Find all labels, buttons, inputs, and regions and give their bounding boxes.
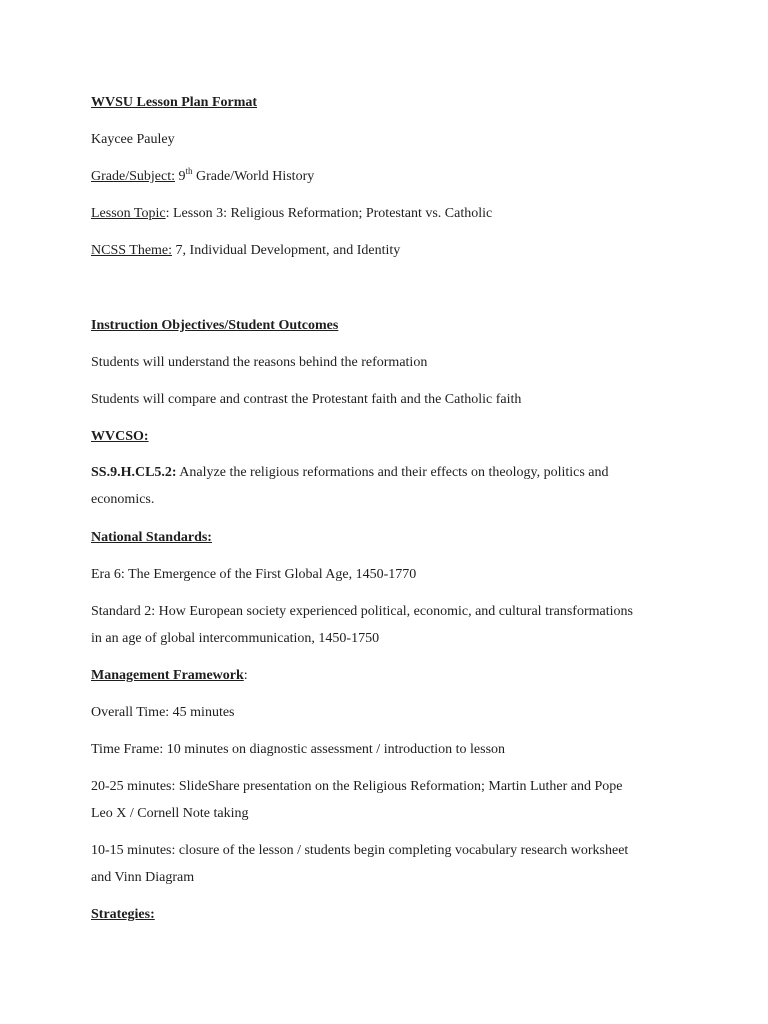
- management-colon: :: [243, 668, 248, 683]
- national-standards-heading: National Standards:: [91, 530, 212, 545]
- lesson-topic-label: Lesson Topic: [91, 206, 166, 221]
- wvcso-text-2: economics.: [91, 492, 155, 507]
- overall-time: Overall Time: 45 minutes: [91, 705, 235, 720]
- grade-subject-line: [91, 168, 708, 186]
- wvcso-standard-line1: [91, 464, 708, 482]
- objective-item: Students will compare and contrast the Protestant faith and the Catholic faith: [91, 392, 522, 407]
- time-slot-3-line2: and Vinn Diagram: [91, 870, 195, 885]
- time-frame: Time Frame: 10 minutes on diagnostic assessment / introduction to lesson: [91, 742, 506, 757]
- document-title: WVSU Lesson Plan Format: [91, 95, 258, 110]
- wvcso-code: SS.9.H.CL5.2:: [91, 465, 177, 480]
- time-slot-3-line1: 10-15 minutes: closure of the lesson / students begin completing vocabulary research worksheet: [91, 843, 629, 858]
- grade-subject-value: Grade/World History: [192, 169, 315, 184]
- time-slot-2-line1: 20-25 minutes: SlideShare presentation on the Religious Reformation; Martin Luther and Pope: [91, 779, 623, 794]
- ncss-theme-value: 7, Individual Development, and Identity: [172, 243, 401, 258]
- management-heading: Management Framework: [91, 668, 244, 683]
- objective-item: Students will understand the reasons behind the reformation: [91, 355, 428, 370]
- time-slot-2-line2: Leo X / Cornell Note taking: [91, 806, 249, 821]
- grade-number: 9: [178, 169, 186, 184]
- ncss-theme-line: [91, 242, 708, 260]
- lesson-topic-line: [91, 205, 708, 223]
- national-standard-line1: Standard 2: How European society experienced political, economic, and cultural transformations: [91, 604, 633, 619]
- lesson-topic-value: : Lesson 3: Religious Reformation; Protestant vs. Catholic: [165, 206, 493, 221]
- management-heading-line: [91, 667, 708, 685]
- grade-suffix: th: [185, 166, 193, 176]
- strategies-heading: Strategies:: [91, 907, 155, 922]
- national-standard-line2: in an age of global intercommunication, 1450-1750: [91, 631, 380, 646]
- ncss-theme-label: NCSS Theme:: [91, 243, 173, 258]
- wvcso-heading: WVCSO:: [91, 429, 149, 444]
- wvcso-text-1: Analyze the religious reformations and their effects on theology, politics and: [176, 465, 609, 480]
- national-standard-era: Era 6: The Emergence of the First Global Age, 1450-1770: [91, 567, 417, 582]
- author-name: Kaycee Pauley: [91, 132, 175, 147]
- objectives-heading: Instruction Objectives/Student Outcomes: [91, 318, 339, 333]
- grade-subject-label: Grade/Subject:: [91, 169, 175, 184]
